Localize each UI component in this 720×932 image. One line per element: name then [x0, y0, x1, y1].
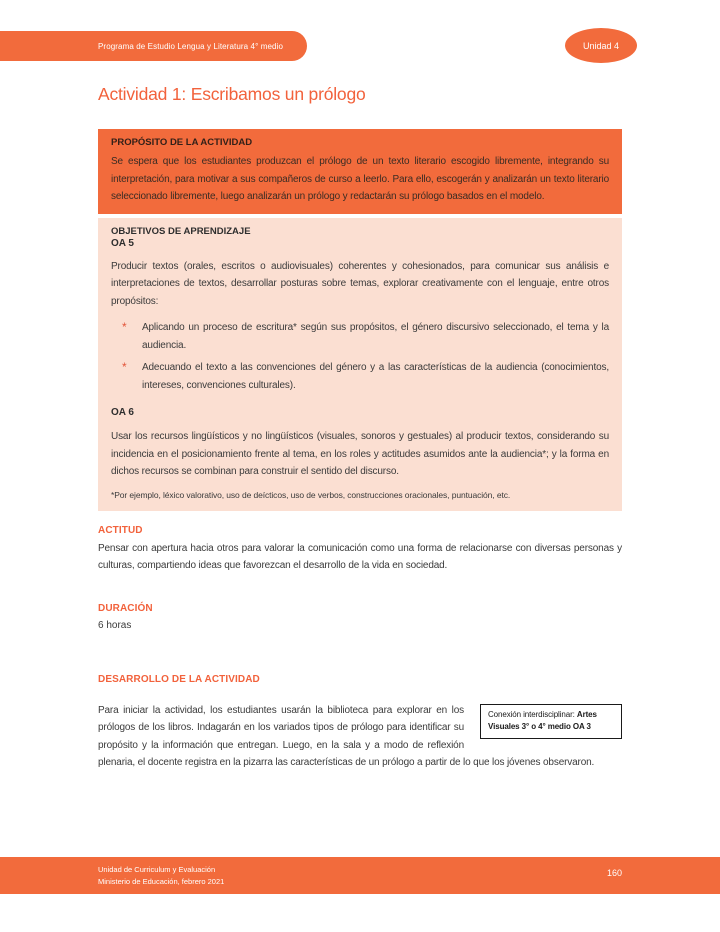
purpose-body: Se espera que los estudiantes produzcan el prólogo de un texto literario escogido libremente, integrando su interpretación, para motivar a sus compañeros de curso a leerlo. Para ello, escogerán y analizarán un texto literario seleccionado libremente, luego analizarán un prólogo y redactarán su prólogo basados en el modelo. — [111, 156, 609, 202]
footer-band — [0, 857, 720, 894]
program-title: Programa de Estudio Lengua y Literatura 4° medio — [98, 41, 283, 51]
oa6-label: OA 6 — [111, 407, 134, 418]
activity-title: Actividad 1: Escribamos un prólogo — [98, 84, 366, 104]
bullet-text: Adecuando el texto a las convenciones del género y a las características de la audiencia (conocimientos, intereses, convenciones culturales). — [142, 362, 609, 391]
oa6-body: Usar los recursos lingüísticos y no lingüísticos (visuales, sonoros y gestuales) al producir textos, considerando su incidencia en el posicionamiento frente al tema, en los roles y actitudes asumidos ante la audiencia*; y la forma en dichos recursos se combinan para construir el sentido del discurso. — [111, 431, 609, 477]
bullet-text: Aplicando un proceso de escritura* según sus propósitos, el género discursivo seleccionado, el tema y la audiencia. — [142, 322, 609, 351]
asterisk-bullet-icon: * — [122, 320, 127, 334]
connection-prefix: Conexión interdisciplinar: — [488, 709, 577, 719]
page-content — [98, 84, 622, 772]
list-item — [111, 319, 609, 359]
purpose-block — [98, 129, 622, 214]
footer-line-2: Ministerio de Educación, febrero 2021 — [98, 876, 225, 886]
oa5-label: OA 5 — [111, 237, 134, 249]
unit-badge — [565, 28, 637, 63]
attitude-body: Pensar con apertura hacia otros para valorar la comunicación como una forma de relacionarse con diversas personas y culturas, compartiendo ideas que favorezcan el desarrollo de la vida en sociedad. — [98, 542, 622, 571]
list-item — [111, 359, 609, 399]
duration-value: 6 horas — [98, 619, 132, 631]
attitude-heading: ACTITUD — [98, 524, 143, 536]
footer-credits — [98, 864, 224, 887]
oa5-intro: Producir textos (orales, escritos o audiovisuales) coherentes y cohesionados, para comunicar sus análisis e interpretaciones de textos, desarrollar posturas sobre temas, explorar creativamente con el lenguaje, entre otros propósitos: — [111, 260, 609, 307]
asterisk-bullet-icon: * — [122, 360, 127, 374]
development-heading: DESARROLLO DE LA ACTIVIDAD — [98, 673, 260, 685]
learning-objectives-block — [98, 218, 622, 511]
objectives-heading: OBJETIVOS DE APRENDIZAJE — [111, 225, 251, 237]
duration-heading: DURACIÓN — [98, 602, 153, 614]
development-paragraph: Para iniciar la actividad, los estudiantes usarán la biblioteca para explorar en los prólogos de los libros. Indagarán en los variados tipos de prólogo para identificar su propósito y la información que entregan. Luego, en la sala y a modo de reflexión plenaria, el docente registra en la pizarra las características de un prólogo a partir de lo que los jóvenes observaron. — [98, 704, 595, 768]
unit-badge-label: Unidad 4 — [582, 40, 620, 51]
footer-line-1: Unidad de Curriculum y Evaluación — [98, 865, 216, 874]
connection-bold-line1: Artes — [576, 709, 597, 719]
development-paragraph-wrap — [98, 702, 622, 772]
connection-bold-line2: Visuales 3° o 4° medio OA 3 — [488, 721, 591, 731]
purpose-heading: PROPÓSITO DE LA ACTIVIDAD — [111, 137, 253, 148]
oa5-bullet-list — [111, 319, 609, 399]
page-number: 160 — [606, 868, 622, 878]
objectives-footnote: *Por ejemplo, léxico valorativo, uso de deícticos, uso de verbos, construcciones oracionales, puntuación, etc. — [111, 489, 511, 500]
interdisciplinary-connection-box — [480, 704, 622, 739]
program-header-band — [0, 31, 307, 61]
